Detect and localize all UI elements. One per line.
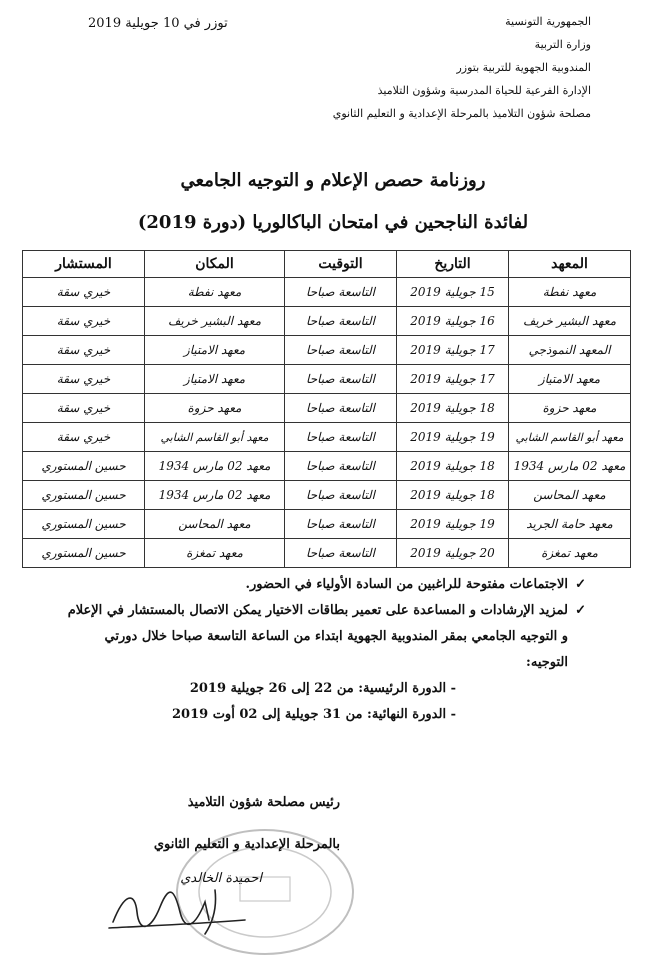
header-place: المكان	[145, 251, 285, 278]
cell-date: 17 جويلية 2019	[397, 365, 509, 394]
table-row	[23, 394, 631, 423]
ministry-header	[211, 10, 591, 125]
table-row	[23, 452, 631, 481]
signatory-title: رئيس مصلحة شؤون التلاميذ	[187, 795, 340, 810]
header-institute: المعهد	[509, 251, 631, 278]
cell-counselor: حسين المستوري	[23, 481, 145, 510]
cell-time: التاسعة صباحا	[285, 307, 397, 336]
cell-place: معهد المحاسن	[145, 510, 285, 539]
note-item	[26, 572, 586, 598]
note-item	[26, 598, 586, 624]
cell-time: التاسعة صباحا	[285, 365, 397, 394]
cell-date: 15 جويلية 2019	[397, 278, 509, 307]
cell-time: التاسعة صباحا	[285, 394, 397, 423]
table-row	[23, 510, 631, 539]
session-main: - الدورة الرئيسية: من 22 إلى 26 جويلية 2019	[189, 681, 456, 696]
signatory-name: احميدة الخالدي	[180, 871, 262, 886]
note-text: لمزيد الإرشادات و المساعدة على تعمير بطاقات الاختيار يمكن الاتصال بالمستشار في الإعلام	[67, 603, 568, 618]
header-line-republic: الجمهورية التونسية	[505, 15, 591, 28]
cell-place: معهد 02 مارس 1934	[145, 452, 285, 481]
cell-date: 18 جويلية 2019	[397, 452, 509, 481]
checkmark-icon: ✓	[575, 577, 586, 592]
session-final: - الدورة النهائية: من 31 جويلية إلى 02 أوت 2019	[171, 707, 456, 722]
cell-counselor: خيري سقة	[23, 365, 145, 394]
cell-date: 20 جويلية 2019	[397, 539, 509, 568]
cell-time: التاسعة صباحا	[285, 481, 397, 510]
cell-institute: المعهد النموذجي	[509, 336, 631, 365]
cell-date: 18 جويلية 2019	[397, 481, 509, 510]
signatory-department: بالمرحلة الإعدادية و التعليم الثانوي	[153, 837, 340, 852]
checkmark-icon: ✓	[575, 603, 586, 618]
cell-place: معهد 02 مارس 1934	[145, 481, 285, 510]
cell-counselor: حسين المستوري	[23, 539, 145, 568]
table-row	[23, 307, 631, 336]
cell-time: التاسعة صباحا	[285, 278, 397, 307]
cell-time: التاسعة صباحا	[285, 336, 397, 365]
cell-counselor: خيري سقة	[23, 336, 145, 365]
cell-time: التاسعة صباحا	[285, 452, 397, 481]
cell-time: التاسعة صباحا	[285, 510, 397, 539]
cell-date: 19 جويلية 2019	[397, 510, 509, 539]
cell-institute: معهد 02 مارس 1934	[509, 452, 631, 481]
cell-counselor: خيري سقة	[23, 423, 145, 452]
note-continuation: التوجيه:	[526, 655, 568, 670]
cell-institute: معهد الامتياز	[509, 365, 631, 394]
schedule-table	[22, 250, 631, 568]
note-continuation: و التوجيه الجامعي بمقر المندوبية الجهوية ابتداء من الساعة التاسعة صباحا خلال دورتي	[104, 629, 568, 644]
cell-date: 18 جويلية 2019	[397, 394, 509, 423]
cell-place: معهد أبو القاسم الشابي	[145, 423, 285, 452]
table-row	[23, 365, 631, 394]
cell-institute: معهد المحاسن	[509, 481, 631, 510]
cell-counselor: خيري سقة	[23, 394, 145, 423]
header-line-service: مصلحة شؤون التلاميذ بالمرحلة الإعدادية و التعليم الثانوي	[332, 107, 591, 120]
cell-place: معهد الامتياز	[145, 365, 285, 394]
cell-time: التاسعة صباحا	[285, 539, 397, 568]
document-title: روزنامة حصص الإعلام و التوجيه الجامعي	[180, 170, 486, 191]
cell-counselor: خيري سقة	[23, 307, 145, 336]
cell-counselor: حسين المستوري	[23, 452, 145, 481]
notes-section	[26, 572, 586, 728]
cell-date: 17 جويلية 2019	[397, 336, 509, 365]
cell-place: معهد تمغزة	[145, 539, 285, 568]
header-line-ministry: وزارة التربية	[534, 38, 591, 51]
cell-institute: معهد حامة الجريد	[509, 510, 631, 539]
cell-counselor: خيري سقة	[23, 278, 145, 307]
header-line-delegation: المندوبية الجهوية للتربية بتوزر	[456, 61, 591, 74]
document-date: توزر في 10 جويلية 2019	[88, 16, 228, 31]
cell-place: معهد نفطة	[145, 278, 285, 307]
cell-place: معهد البشير خريف	[145, 307, 285, 336]
cell-institute: معهد تمغزة	[509, 539, 631, 568]
cell-institute: معهد أبو القاسم الشابي	[509, 423, 631, 452]
cell-date: 19 جويلية 2019	[397, 423, 509, 452]
document-subtitle: لفائدة الناجحين في امتحان الباكالوريا (دورة 2019)	[137, 212, 529, 233]
cell-counselor: حسين المستوري	[23, 510, 145, 539]
header-time: التوقيت	[285, 251, 397, 278]
cell-date: 16 جويلية 2019	[397, 307, 509, 336]
table-row	[23, 278, 631, 307]
note-text: الاجتماعات مفتوحة للراغبين من السادة الأولياء في الحضور.	[245, 577, 568, 592]
cell-institute: معهد نفطة	[509, 278, 631, 307]
header-line-subdirection: الإدارة الفرعية للحياة المدرسية وشؤون التلاميذ	[377, 84, 591, 97]
handwritten-signature-icon	[105, 882, 255, 937]
cell-institute: معهد البشير خريف	[509, 307, 631, 336]
cell-place: معهد الامتياز	[145, 336, 285, 365]
cell-place: معهد حزوة	[145, 394, 285, 423]
table-row	[23, 336, 631, 365]
table-row	[23, 423, 631, 452]
table-row	[23, 539, 631, 568]
cell-institute: معهد حزوة	[509, 394, 631, 423]
cell-time: التاسعة صباحا	[285, 423, 397, 452]
table-header-row	[23, 251, 631, 278]
header-date: التاريخ	[397, 251, 509, 278]
header-counselor: المستشار	[23, 251, 145, 278]
table-row	[23, 481, 631, 510]
